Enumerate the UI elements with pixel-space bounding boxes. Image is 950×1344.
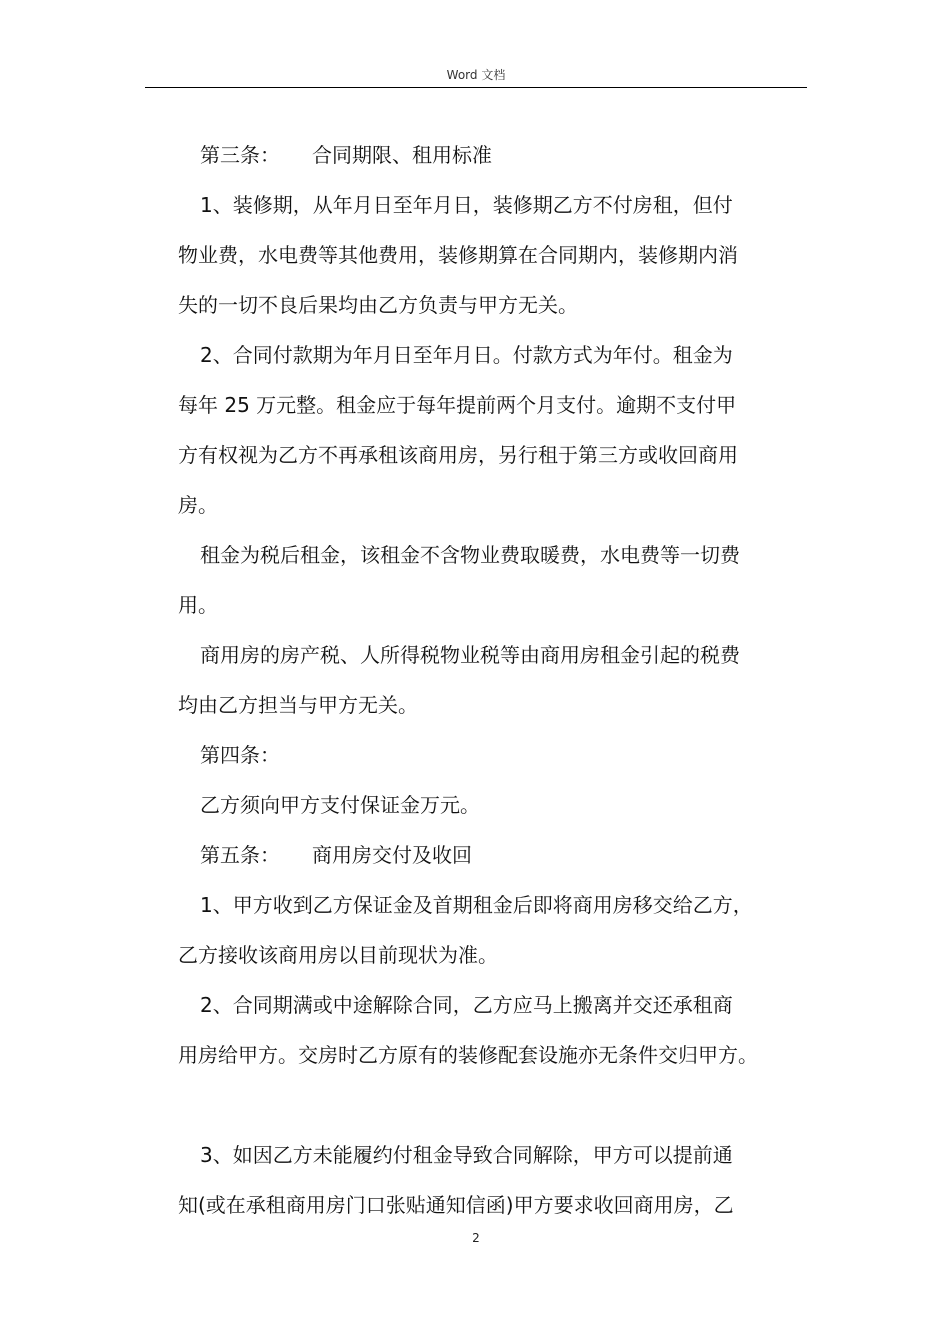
paragraph-line: 每年 25 万元整。租金应于每年提前两个月支付。逾期不支付甲 xyxy=(178,393,737,417)
article-5-heading xyxy=(178,830,818,880)
article-3-heading xyxy=(178,130,818,180)
blank-line xyxy=(178,1080,818,1130)
paragraph-line: 失的一切不良后果均由乙方负责与甲方无关。 xyxy=(178,293,578,317)
paragraph-line: 乙方须向甲方支付保证金万元。 xyxy=(200,793,480,817)
document-header: Word 文档 xyxy=(446,68,506,82)
article-4-heading: 第四条： xyxy=(200,743,280,767)
paragraph-line: 1、甲方收到乙方保证金及首期租金后即将商用房移交给乙方， xyxy=(200,893,753,917)
article-3-title: 合同期限、租用标准 xyxy=(312,143,492,167)
paragraph-line: 物业费，水电费等其他费用，装修期算在合同期内，装修期内消 xyxy=(178,243,738,267)
paragraph-line: 乙方接收该商用房以目前现状为准。 xyxy=(178,943,498,967)
paragraph-line: 租金为税后租金，该租金不含物业费取暖费，水电费等一切费 xyxy=(200,543,740,567)
paragraph-line: 知(或在承租商用房门口张贴通知信函)甲方要求收回商用房，乙 xyxy=(178,1193,734,1217)
paragraph-line: 均由乙方担当与甲方无关。 xyxy=(178,693,418,717)
header-divider xyxy=(145,87,807,88)
paragraph-line: 方有权视为乙方不再承租该商用房，另行租于第三方或收回商用 xyxy=(178,443,738,467)
paragraph-line: 1、装修期，从年月日至年月日，装修期乙方不付房租，但付 xyxy=(200,193,733,217)
paragraph-line: 2、合同付款期为年月日至年月日。付款方式为年付。租金为 xyxy=(200,343,733,367)
article-3-label: 第三条： xyxy=(200,143,280,167)
paragraph-line: 用。 xyxy=(178,593,218,617)
paragraph-line: 商用房的房产税、人所得税物业税等由商用房租金引起的税费 xyxy=(200,643,740,667)
paragraph-line: 2、合同期满或中途解除合同，乙方应马上搬离并交还承租商 xyxy=(200,993,733,1017)
paragraph-line: 房。 xyxy=(178,493,218,517)
article-5-title: 商用房交付及收回 xyxy=(312,843,472,867)
paragraph-line: 用房给甲方。交房时乙方原有的装修配套设施亦无条件交归甲方。 xyxy=(178,1043,758,1067)
document-body xyxy=(178,130,818,1230)
paragraph-line: 3、如因乙方未能履约付租金导致合同解除，甲方可以提前通 xyxy=(200,1143,733,1167)
article-5-label: 第五条： xyxy=(200,843,280,867)
page-number: 2 xyxy=(472,1231,480,1245)
